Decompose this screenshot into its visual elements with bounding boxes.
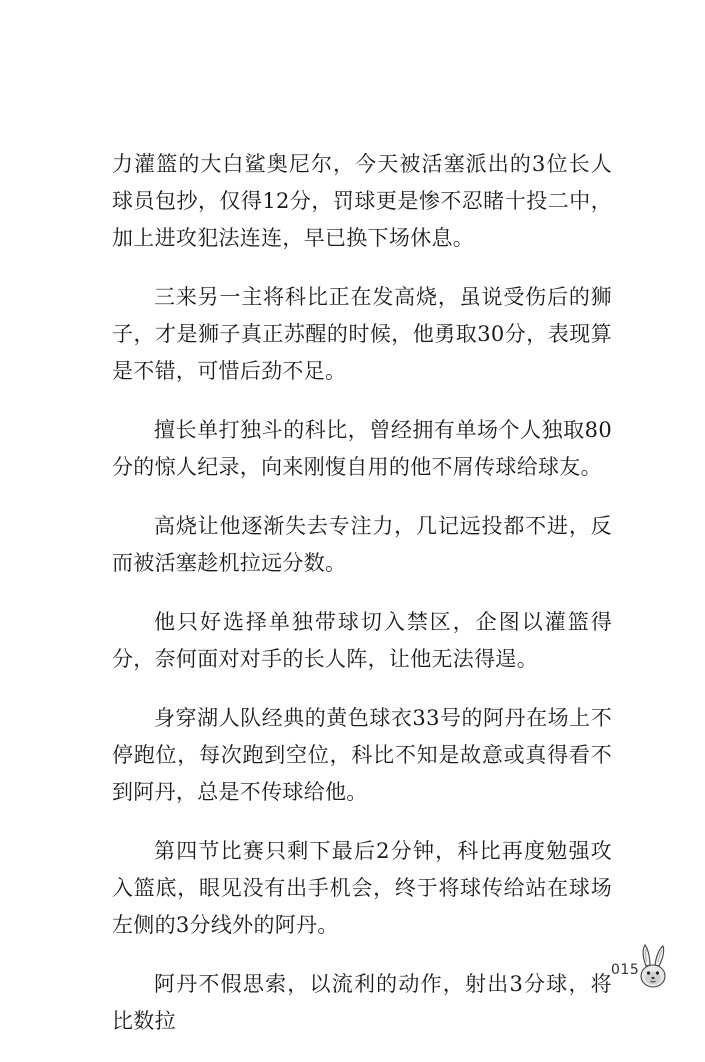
paragraph: 阿丹不假思索，以流利的动作，射出3分球，将比数拉 [112,972,612,1033]
page-number: 015 [611,962,640,978]
paragraph: 三来另一主将科比正在发高烧，虽说受伤后的狮子，才是狮子真正苏醒的时候，他勇取30分，表现算是不错，可惜后劲不足。 [112,285,612,383]
paragraph: 第四节比赛只剩下最后2分钟，科比再度勉强攻入篮底，眼见没有出手机会，终于将球传给站在球场左侧的3分线外的阿丹。 [112,839,612,937]
bunny-logo-icon [638,944,668,990]
paragraph: 高烧让他逐渐失去专注力，几记远投都不进，反而被活塞趁机拉远分数。 [112,514,612,575]
paragraph: 身穿湖人队经典的黄色球衣33号的阿丹在场上不停跑位，每次跑到空位，科比不知是故意或真得看不到阿丹，总是不传球给他。 [112,706,612,804]
paragraph: 擅长单打独斗的科比，曾经拥有单场个人独取80分的惊人纪录，向来刚愎自用的他不屑传球给球友。 [112,418,612,479]
paragraph: 他只好选择单独带球切入禁区，企图以灌篮得分，奈何面对对手的长人阵，让他无法得逞。 [112,610,612,671]
body-text [112,146,612,1062]
paragraph: 力灌篮的大白鲨奥尼尔，今天被活塞派出的3位长人球员包抄，仅得12分，罚球更是惨不忍睹十投二中，加上进攻犯法连连，早已换下场休息。 [112,152,612,250]
